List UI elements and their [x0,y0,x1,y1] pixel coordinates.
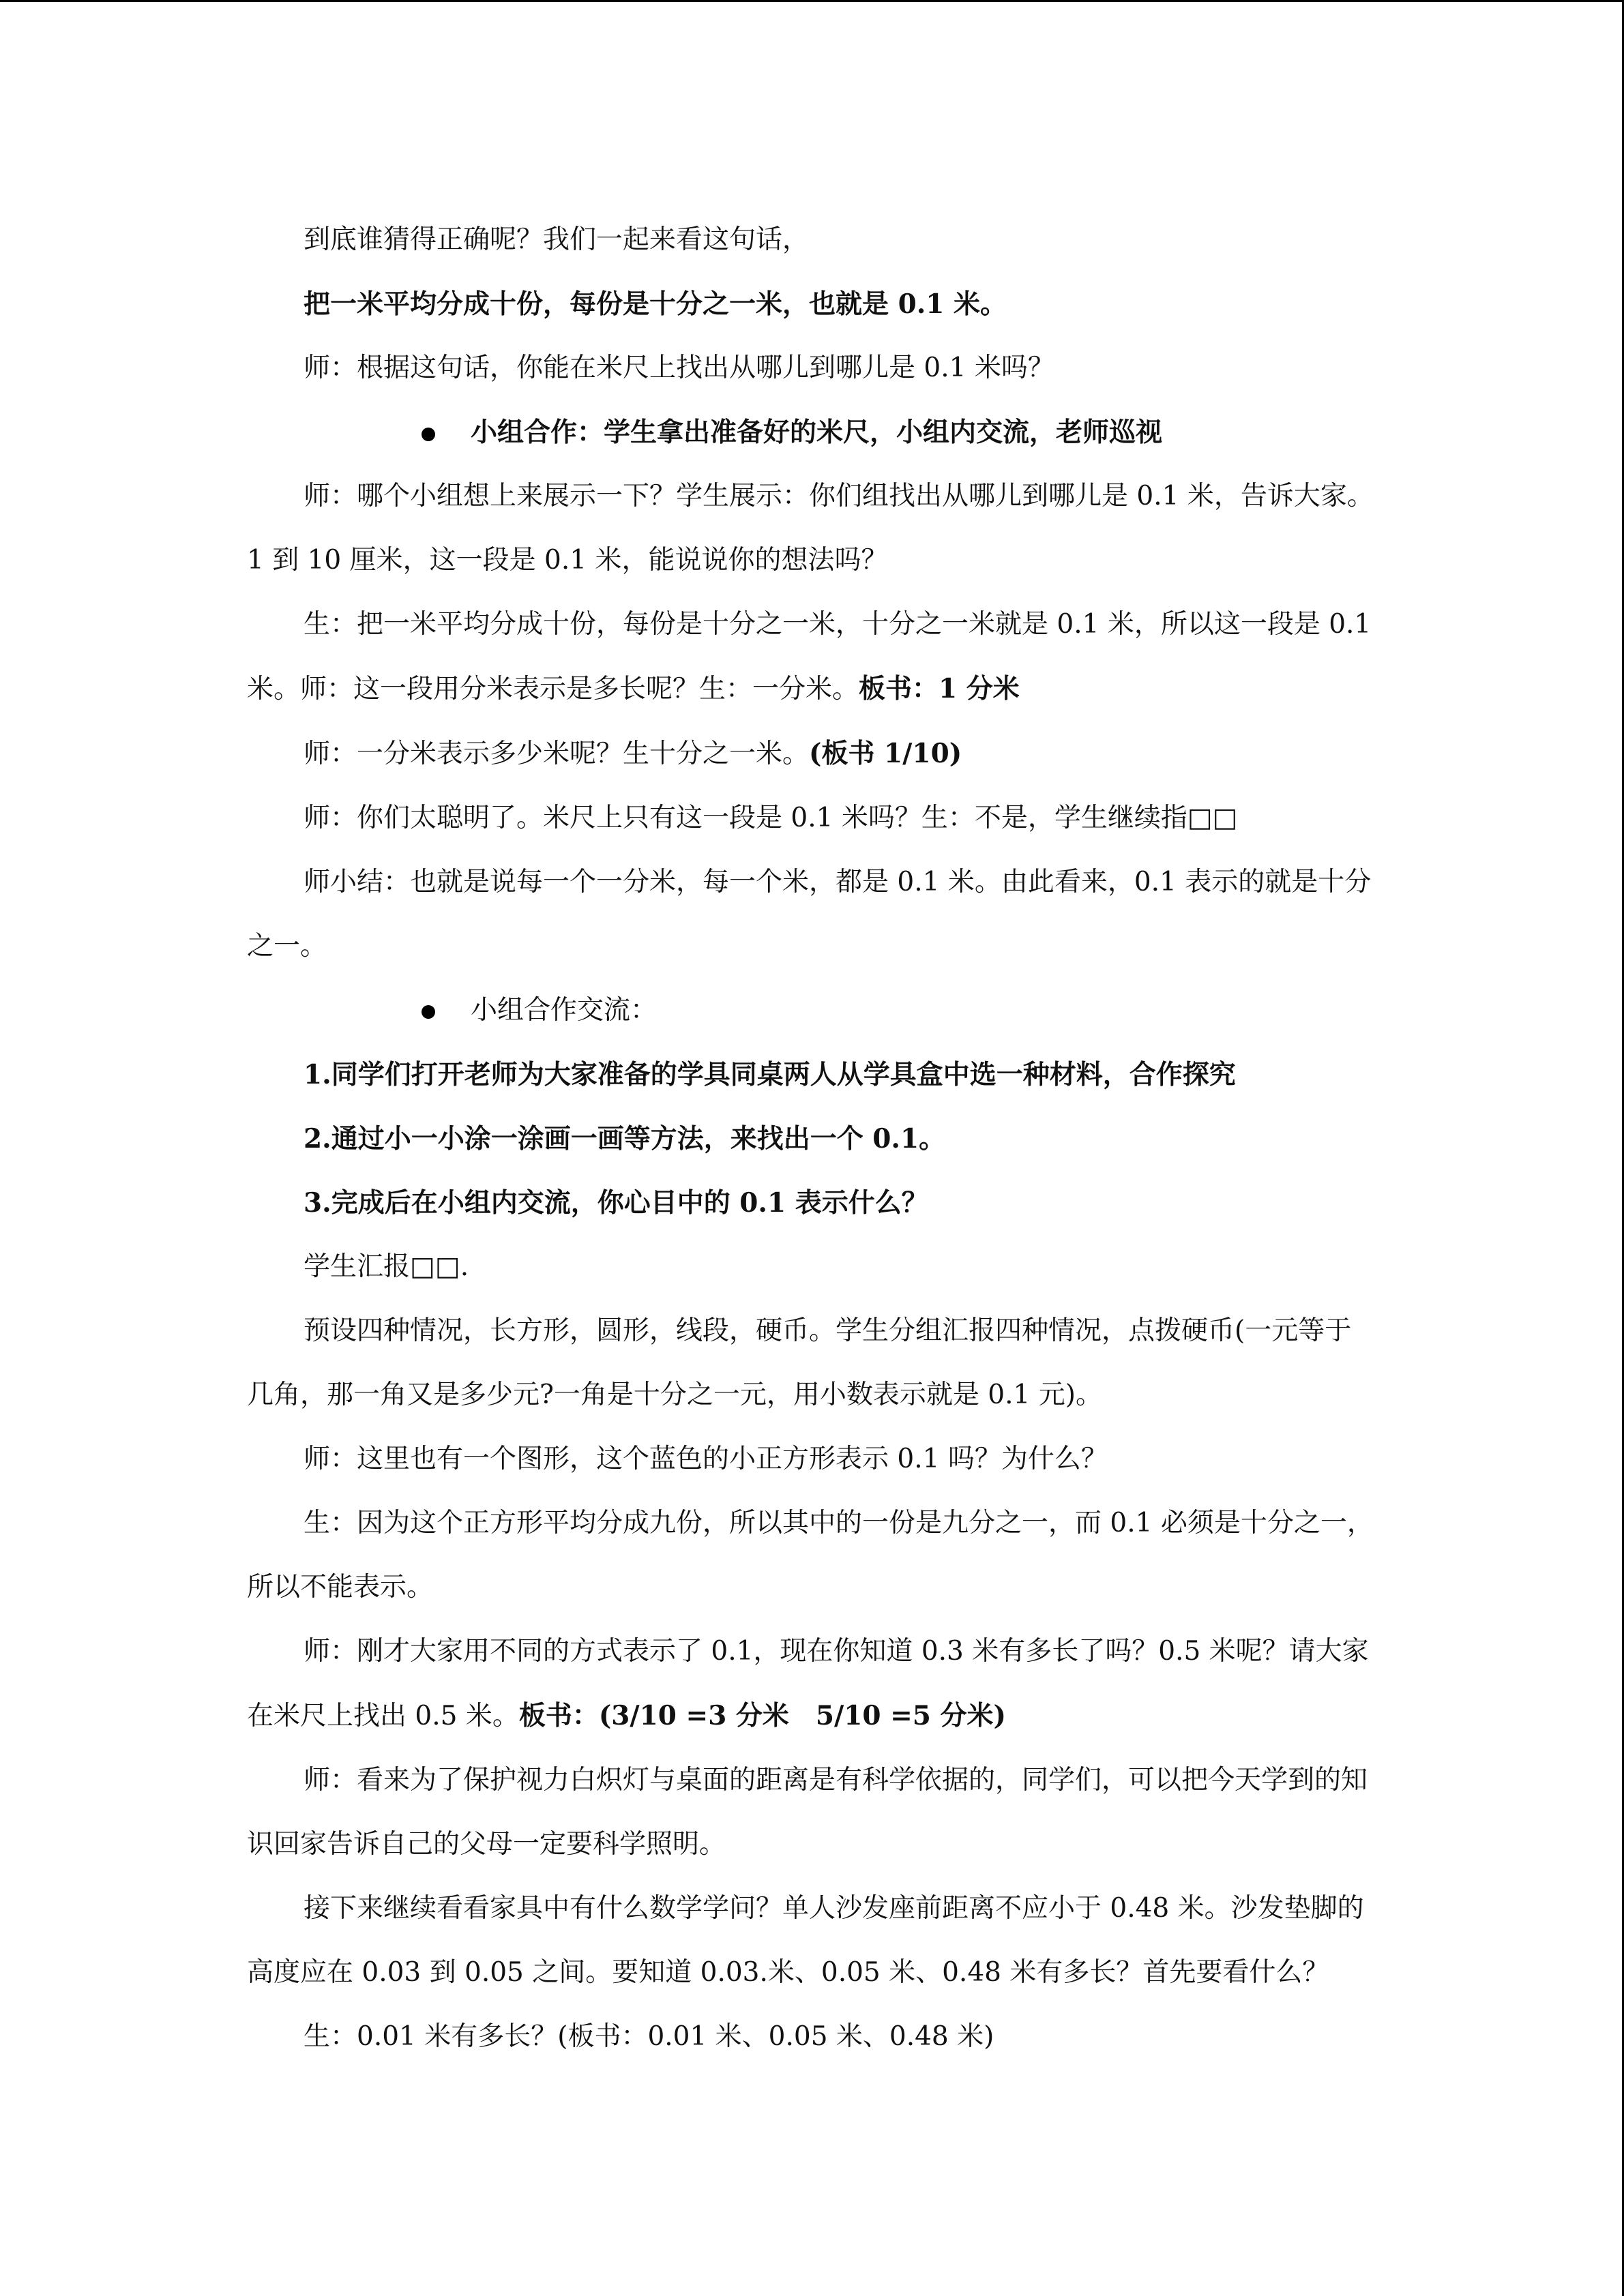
paragraph-18-board-note: 板书：(3/10 =3 分米 5/10 =5 分米) [518,1700,1006,1731]
bullet-group-exchange [247,979,1378,1043]
bullet-text: 小组合作：学生拿出准备好的米尺，小组内交流，老师巡视 [471,417,1163,448]
paragraph-6 [247,593,1378,721]
paragraph-18-text: 师：刚才大家用不同的方式表示了 0.1，现在你知道 0.3 米有多长了吗？0.5 米呢？请大家在米尺上找出 0.5 米。 [247,1636,1369,1731]
paragraph-8: 师：你们太聪明了。米尺上只有这一段是 0.1 米吗？生：不是，学生继续指□□ [304,803,1238,833]
paragraph-15: 预设四种情况，长方形，圆形，线段，硬币。学生分组汇报四种情况，点拨硬币(一元等于几角，那一角又是多少元?一角是十分之一元，用小数表示就是 0.1 元)。 [247,1315,1352,1410]
paragraph-20: 接下来继续看看家具中有什么数学学问？单人沙发座前距离不应小于 0.48 米。沙发垫脚的高度应在 0.03 到 0.05 之间。要知道 0.03.米、0.05 米、0.48 米有多长？首先要看什么？ [247,1893,1364,1988]
paragraph-6-text: 生：把一米平均分成十份，每份是十分之一米，十分之一米就是 0.1 米，所以这一段是 0.1 米。师：这一段用分米表示是多长呢？生：一分米。 [247,609,1372,704]
paragraph-2-definition: 把一米平均分成十份，每份是十分之一米，也就是 0.1 米。 [304,288,1007,320]
document-body [247,208,1378,2069]
paragraph-7-text: 师：一分米表示多少米呢？生十分之一米。 [304,739,810,769]
paragraph-6-board-note: 板书：1 分米 [859,673,1020,704]
top-border [0,0,1624,2]
step-3: 3.完成后在小组内交流，你心目中的 0.1 表示什么？ [304,1187,928,1219]
step-2: 2.通过小一小涂一涂画一画等方法，来找出一个 0.1。 [304,1123,946,1154]
paragraph-17: 生：因为这个正方形平均分成九份，所以其中的一份是九分之一，而 0.1 必须是十分之一，所以不能表示。 [247,1508,1374,1602]
paragraph-14: 学生汇报□□. [304,1251,469,1282]
bullet-icon [422,428,435,441]
paragraph-7 [247,721,1378,786]
paragraph-1: 到底谁猜得正确呢？我们一起来看这句话， [304,224,810,255]
paragraph-9-summary: 师小结：也就是说每一个一分米，每一个米，都是 0.1 米。由此看来，0.1 表示的就是十分之一。 [247,867,1372,961]
paragraph-7-board-note: (板书 1/10) [809,738,962,769]
bullet-text: 小组合作交流： [471,995,658,1026]
paragraph-18 [247,1620,1378,1748]
paragraph-19: 师：看来为了保护视力白炽灯与桌面的距离是有科学依据的，同学们，可以把今天学到的知识回家告诉自己的父母一定要科学照明。 [247,1765,1368,1860]
paragraph-3: 师：根据这句话，你能在米尺上找出从哪儿到哪儿是 0.1 米吗？ [304,353,1054,383]
paragraph-21: 生：0.01 米有多长？(板书：0.01 米、0.05 米、0.48 米) [304,2021,994,2052]
bullet-group-activity [247,400,1378,464]
bullet-icon [422,1005,435,1019]
paragraph-16: 师：这里也有一个图形，这个蓝色的小正方形表示 0.1 吗？为什么？ [304,1444,1108,1474]
step-1: 1.同学们打开老师为大家准备的学具同桌两人从学具盒中选一种材料，合作探究 [304,1059,1236,1090]
paragraph-5: 师：哪个小组想上来展示一下？学生展示：你们组找出从哪儿到哪儿是 0.1 米，告诉大家。1 到 10 厘米，这一段是 0.1 米，能说说你的想法吗？ [247,481,1374,576]
